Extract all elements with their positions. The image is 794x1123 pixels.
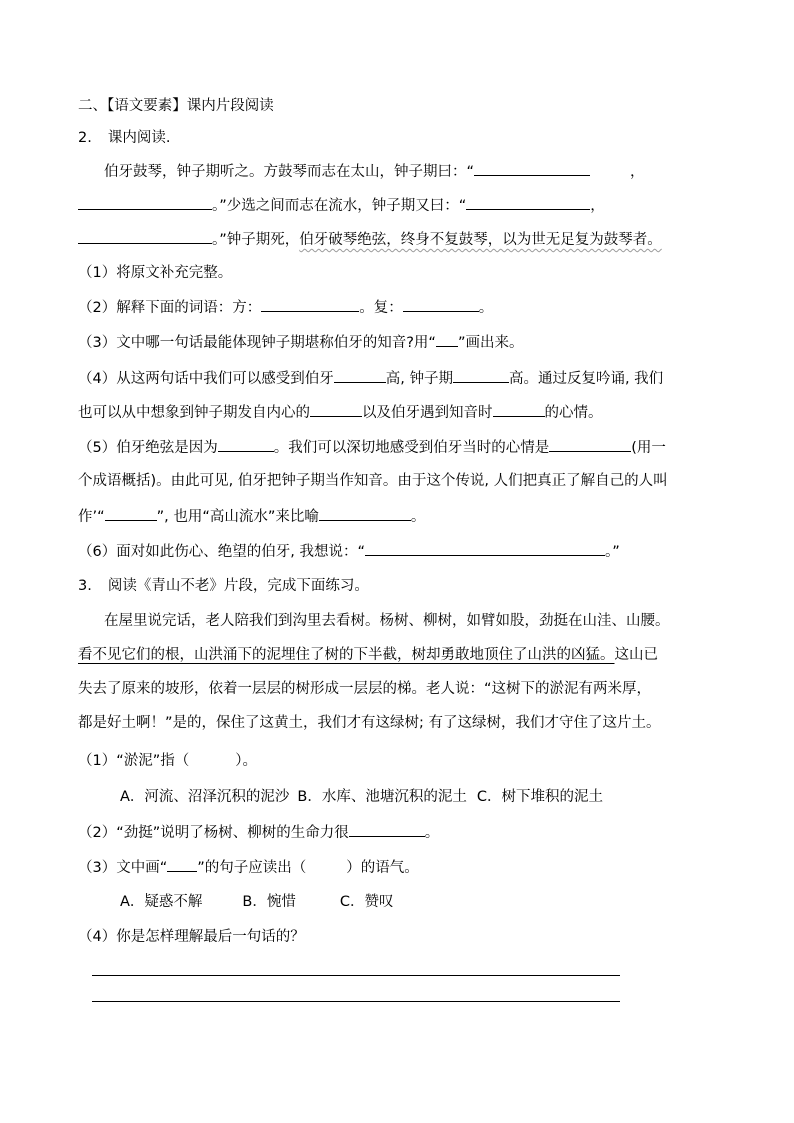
q3-sub-question-3: （3）文中画“ ”的句子应读出（ ）的语气。: [78, 856, 419, 879]
q2-sub-question-1: （1）将原文补充完整。: [78, 265, 233, 281]
answer-blank[interactable]: [78, 194, 212, 210]
answer-blank[interactable]: [466, 194, 590, 210]
q3-passage-line-3: 失去了原来的坡形，依着一层层的树形成一层层的梯。老人说：“这树下的淤泥有两米厚，: [78, 681, 652, 697]
q3-sub-question-4: （4）你是怎样理解最后一句话的？: [78, 929, 305, 945]
q2-sub-question-4-line-2: 也可以从中想象到钟子期发自内心的 以及伯牙遇到知音时 的心情。: [78, 401, 603, 424]
q3-number: 3.: [78, 578, 92, 594]
q2-passage-line-2: 。”少选之间而志在流水，钟子期又曰：“ ，: [78, 194, 605, 217]
answer-blank[interactable]: [474, 160, 590, 176]
q2-title: 课内阅读.: [107, 130, 171, 146]
answer-blank[interactable]: [349, 821, 425, 837]
q2-header: [78, 127, 170, 149]
q2-sub-question-5-line-1: （5）伯牙绝弦是因为 。我们可以深切地感受到伯牙当时的心情是 (用一: [78, 436, 666, 459]
q2-number: 2.: [78, 130, 92, 146]
q2-sub-question-2: （2）解释下面的词语：方： 。复： 。: [78, 296, 493, 319]
underlined-sentence: 看不见它们的根，山洪涌下的泥埋住了树的下半截，树却勇敢地顶住了山洪的凶猛。: [78, 647, 615, 663]
q3-sub-question-1-options: [120, 786, 603, 808]
q3-sub-question-2: （2）“劲挺”说明了杨树、柳树的生命力很 。: [78, 821, 439, 844]
answer-line-2[interactable]: [92, 1001, 620, 1002]
answer-blank[interactable]: [105, 505, 157, 521]
answer-blank[interactable]: [365, 540, 605, 556]
option-c[interactable]: C．树下堆积的泥土: [476, 789, 603, 805]
q2-sub-question-6: （6）面对如此伤心、绝望的伯牙, 我想说：“ 。”: [78, 540, 620, 563]
answer-blank[interactable]: [319, 505, 411, 521]
q3-passage-line-4: 都是好土啊！”是的，保住了这黄土，我们才有这绿树; 有了这绿树，我们才守住了这片土。: [78, 715, 661, 731]
option-a[interactable]: A．疑惑不解: [120, 894, 203, 910]
option-b[interactable]: B．水库、池塘沉积的泥土: [297, 789, 467, 805]
q3-passage-line-2: 看不见它们的根，山洪涌下的泥埋住了树的下半截，树却勇敢地顶住了山洪的凶猛。这山已: [78, 647, 658, 663]
q2-sub-question-4-line-1: （4）从这两句话中我们可以感受到伯牙 高, 钟子期 高。通过反复吟诵, 我们: [78, 367, 663, 390]
answer-blank[interactable]: [453, 367, 509, 383]
answer-blank[interactable]: [403, 296, 479, 312]
q2-sub-question-5-line-2: 个成语概括)。由此可见, 伯牙把钟子期当作知音。由于这个传说, 人们把真正了解自己的人叫: [78, 473, 668, 489]
q2-sub-question-5-line-3: 作’“ ”, 也用“高山流水”来比喻 。: [78, 505, 425, 528]
q3-header: [78, 575, 369, 597]
wavy-underlined-sentence: 伯牙破琴绝弦，终身不复鼓琴，以为世无足复为鼓琴者。: [299, 232, 662, 248]
q2-passage-line-1: 伯牙鼓琴，钟子期听之。方鼓琴而志在太山，钟子期曰：“ ，: [104, 160, 645, 183]
answer-blank[interactable]: [493, 401, 545, 417]
answer-blank[interactable]: [218, 436, 274, 452]
q3-passage-line-1: 在屋里说完话，老人陪我们到沟里去看树。杨树、柳树，如臂如股，劲挺在山洼、山腰。: [104, 613, 670, 629]
option-b[interactable]: B．惋惜: [242, 894, 296, 910]
option-c[interactable]: C．赞叹: [339, 894, 394, 910]
answer-blank[interactable]: [310, 401, 362, 417]
answer-blank[interactable]: [334, 367, 386, 383]
answer-blank[interactable]: [78, 228, 212, 244]
q2-sub-question-3: （3）文中哪一句话最能体现钟子期堪称伯牙的知音?用“ ”画出来。: [78, 331, 523, 354]
answer-blank[interactable]: [549, 436, 631, 452]
q3-title: 阅读《青山不老》片段，完成下面练习。: [107, 578, 369, 594]
section-title: 二、【语文要素】课内片段阅读: [78, 98, 274, 114]
option-a[interactable]: A．河流、沼泽沉积的泥沙: [120, 789, 290, 805]
answer-line-1[interactable]: [92, 975, 620, 976]
underline-sample: [436, 331, 458, 347]
q2-passage-line-3: 。”钟子期死，伯牙破琴绝弦，终身不复鼓琴，以为世无足复为鼓琴者。: [78, 228, 662, 251]
answer-blank[interactable]: [261, 296, 359, 312]
underline-sample: [167, 856, 197, 872]
q3-sub-question-1: （1）“淤泥”指（ ）。: [78, 753, 257, 769]
q3-sub-question-3-options: [120, 891, 394, 913]
